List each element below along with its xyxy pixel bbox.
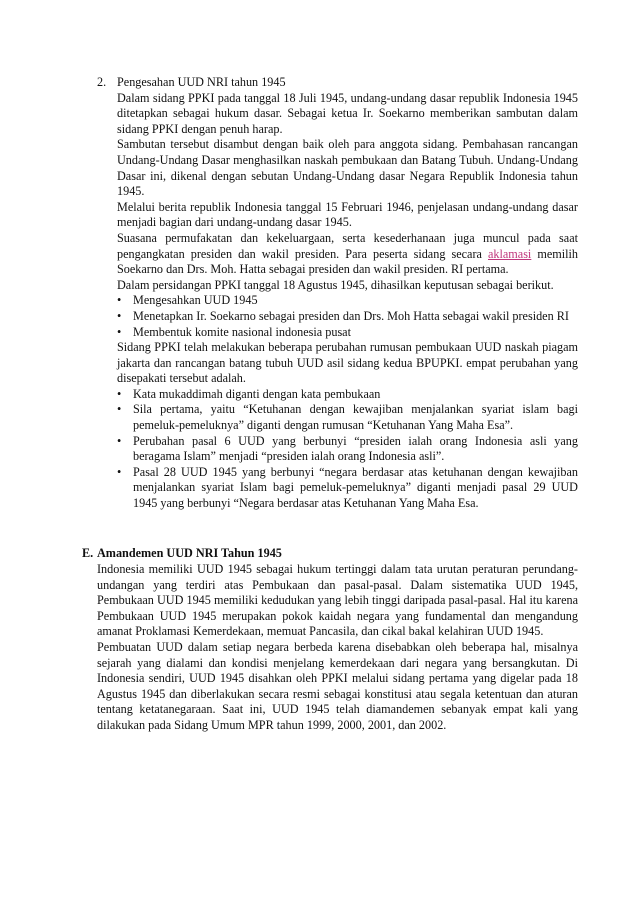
item-2-body xyxy=(117,75,578,512)
paragraph-4-end: memilih Soekarno dan Drs. Moh. Hatta sebagai presiden dan wakil presiden. RI pertama. xyxy=(117,246,579,277)
section-e-paragraph-1: Indonesia memiliki UUD 1945 sebagai hukum tertinggi dalam tata urutan peraturan perundang-undangan yang terdiri atas Pembukaan dan pasal-pasal. Dalam sistematika UUD 1945, Pembukaan UUD 1945 memiliki kedudukan yang lebih tinggi daripada pasal-pasal. Hal itu karena Pembukaan UUD 1945 merupakan pokok kaidah negara yang fundamental dan mengandung amanat Proklamasi Kemerdekaan, memuat Pancasila, dan cikal bakal kelahiran UUD 1945. xyxy=(97,562,578,639)
list-item: • Menetapkan Ir. Soekarno sebagai presiden dan Drs. Moh Hatta sebagai wakil presiden RI xyxy=(117,309,578,325)
paragraph-1: Dalam sidang PPKI pada tanggal 18 Juli 1945, undang-undang dasar republik Indonesia 1945 ditetapkan sebagai hukum dasar. Sebagai ketua Ir. Soekarno memberikan sambutan dalam sidang PPKI dengan penuh harap. xyxy=(117,90,578,136)
item-2-title: Pengesahan UUD NRI tahun 1945 xyxy=(117,75,286,89)
item-number: 2. xyxy=(97,75,107,89)
list-item: • Kata mukaddimah diganti dengan kata pembukaan xyxy=(117,387,578,403)
paragraph-6: Sidang PPKI telah melakukan beberapa perubahan rumusan pembukaan UUD naskah piagam jakarta dan rancangan batang tubuh UUD asil sidang kedua BPUPKI. empat perubahan yang disepakati tersebut adalah. xyxy=(117,340,578,386)
section-letter: E. xyxy=(82,546,94,560)
paragraph-4-start: Suasana permufakatan dan kekeluargaan, serta kesederhanaan juga muncul pada saat pengangkatan presiden dan wakil presiden. Para peserta sidang secara xyxy=(117,230,578,261)
section-e-paragraph-2: Pembuatan UUD dalam setiap negara berbeda karena disebabkan oleh beberapa hal, misalnya sejarah yang dialami dan kondisi menjelang kemerdekaan dari negara yang bersangkutan. Di Indonesia sendiri, UUD 1945 disahkan oleh PPKI melalui sidang pertama yang digelar pada 18 Agustus 1945 dan diberlakukan secara resmi sebagai konstitusi atau segala ketentuan dan aturan tentang ketatanegaraan. Saat ini, UUD 1945 telah diamandemen sebanyak empat kali yang dilakukan pada Sidang Umum MPR tahun 1999, 2000, 2001, dan 2002. xyxy=(97,639,578,732)
list-item: • Pasal 28 UUD 1945 yang berbunyi “negara berdasar atas ketuhanan dengan kewajiban menjalankan syariat Islam bagi pemeluk-pemeluknya” diganti menjadi pasal 29 UUD 1945 yang berbunyi “Negara berdasar atas Ketuhanan Yang Maha Esa. xyxy=(117,465,578,512)
paragraph-2: Sambutan tersebut disambut dengan baik oleh para anggota sidang. Pembahasan rancangan Undang-Undang Dasar menghasilkan naskah pembukaan dan Batang Tubuh. Undang-Undang Dasar ini, dikenal dengan sebutan Undang-Undang dasar Negara Republik Indonesia tahun 1945. xyxy=(117,137,578,199)
section-e-body xyxy=(97,562,578,734)
list-item: • Membentuk komite nasional indonesia pusat xyxy=(117,325,578,341)
list-item: • Sila pertama, yaitu “Ketuhanan dengan kewajiban menjalankan syariat islam bagi pemeluk-pemeluknya” diganti dengan rumusan “Ketuhanan Yang Maha Esa”. xyxy=(117,402,578,433)
paragraph-4 xyxy=(117,231,578,278)
list-item: • Perubahan pasal 6 UUD yang berbunyi “presiden ialah orang Indonesia asli yang beragama Islam” menjadi “presiden ialah orang Indonesia asli”. xyxy=(117,434,578,465)
aklamasi-link[interactable]: aklamasi xyxy=(488,246,532,261)
changes-list xyxy=(117,387,578,512)
decision-list xyxy=(117,293,578,340)
paragraph-5: Dalam persidangan PPKI tanggal 18 Agustus 1945, dihasilkan keputusan sebagai berikut. xyxy=(117,277,554,292)
section-title: Amandemen UUD NRI Tahun 1945 xyxy=(97,546,282,560)
list-item: • Mengesahkan UUD 1945 xyxy=(117,293,578,309)
paragraph-3: Melalui berita republik Indonesia tanggal 15 Februari 1946, penjelasan undang-undang dasar menjadi bagian dari undang-undang dasar 1945. xyxy=(117,199,578,230)
